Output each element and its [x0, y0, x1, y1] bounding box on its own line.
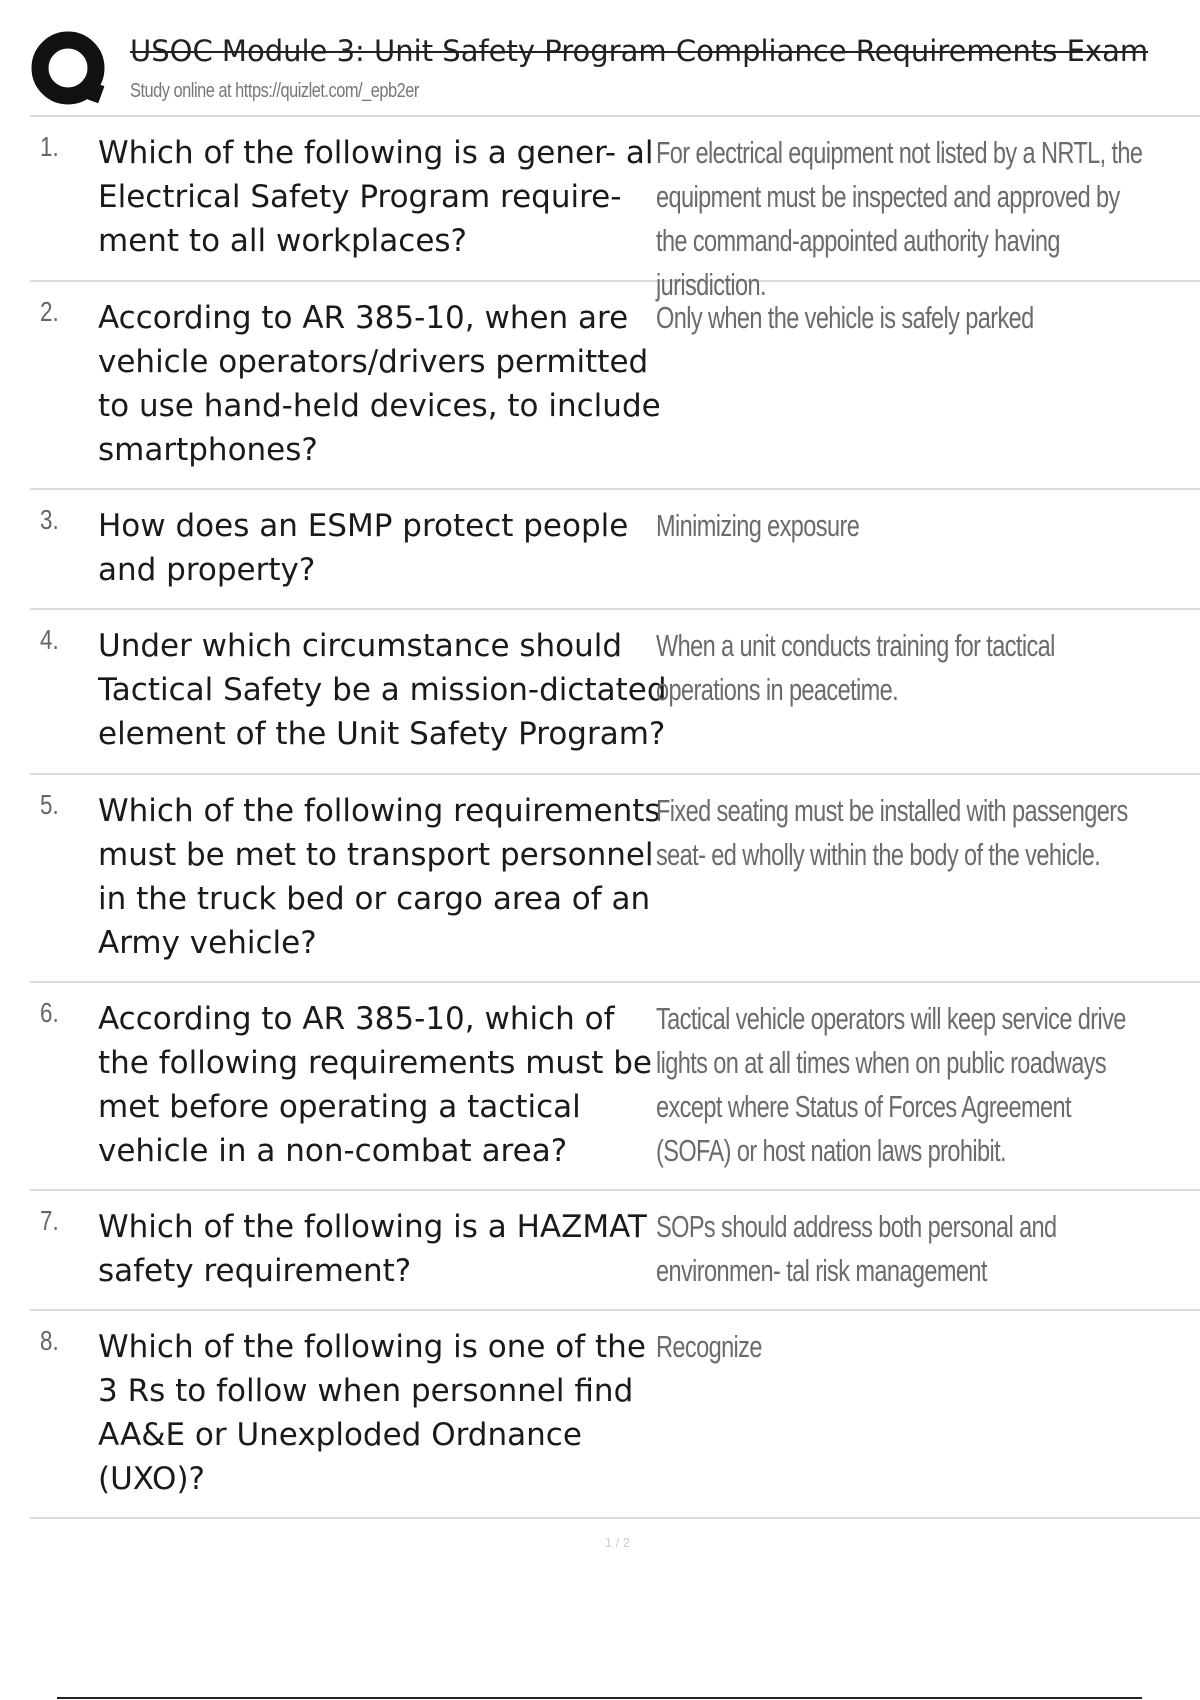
flashcard-5 [30, 775, 1200, 983]
card-term: How does an ESMP protect people and property? [98, 508, 629, 588]
document-title: USOC Module 3: Unit Safety Program Compliance Requirements Exam [130, 34, 1149, 68]
card-term: Which of the following is one of the 3 Rs to follow when personnel find AA&E or Unexploded Ordnance (UXO)? [98, 1329, 646, 1497]
card-number: 6. [40, 997, 59, 1028]
card-definition: Only when the vehicle is safely parked [656, 300, 1034, 335]
flashcard-list [0, 117, 1200, 1519]
flashcard-6 [30, 983, 1200, 1191]
flashcard-7 [30, 1191, 1200, 1311]
card-definition: Fixed seating must be installed with passengers seat- ed wholly within the body of the vehicle. [656, 793, 1128, 872]
card-definition: For electrical equipment not listed by a NRTL, the equipment must be inspected and approved by the command-appointed authority having jurisdiction. [656, 135, 1143, 302]
card-number: 1. [40, 131, 59, 162]
card-term: Under which circumstance should Tactical Safety be a mission-dictated element of the Unit Safety Program? [98, 628, 667, 752]
flashcard-3 [30, 490, 1200, 610]
card-definition: SOPs should address both personal and environmen- tal risk management [656, 1209, 1057, 1288]
card-term: Which of the following is a HAZMAT safety requirement? [98, 1209, 647, 1289]
flashcard-4 [30, 610, 1200, 775]
flashcard-2 [30, 282, 1200, 490]
card-definition: Minimizing exposure [656, 508, 860, 543]
page-number: 1 / 2 [604, 1535, 631, 1550]
card-number: 3. [40, 504, 59, 535]
flashcard-1 [30, 117, 1200, 302]
quizlet-logo-icon [30, 30, 110, 110]
card-definition: When a unit conducts training for tactical operations in peacetime. [656, 628, 1055, 707]
study-online-link[interactable]: Study online at https://quizlet.com/_epb2er [130, 80, 419, 102]
card-definition: Tactical vehicle operators will keep service drive lights on at all times when on public roadways except where Status of Forces Agreement (SOFA) or host nation laws prohibit. [656, 1001, 1126, 1168]
card-number: 8. [40, 1325, 59, 1356]
card-definition: Recognize [656, 1329, 762, 1364]
card-number: 5. [40, 789, 59, 820]
card-number: 2. [40, 296, 59, 327]
card-number: 4. [40, 624, 59, 655]
card-term: Which of the following requirements must be met to transport personnel in the truck bed or cargo area of an Army vehicle? [98, 793, 661, 961]
card-term: According to AR 385-10, which of the following requirements must be met before operating a tactical vehicle in a non-combat area? [98, 1001, 652, 1169]
flashcard-8 [30, 1311, 1200, 1519]
card-term: According to AR 385-10, when are vehicle operators/drivers permitted to use hand-held devices, to include smartphones? [98, 300, 661, 468]
card-term: Which of the following is a gener- al Electrical Safety Program require- ment to all workplaces? [98, 135, 654, 259]
bottom-rule [57, 1697, 1142, 1699]
card-number: 7. [40, 1205, 59, 1236]
